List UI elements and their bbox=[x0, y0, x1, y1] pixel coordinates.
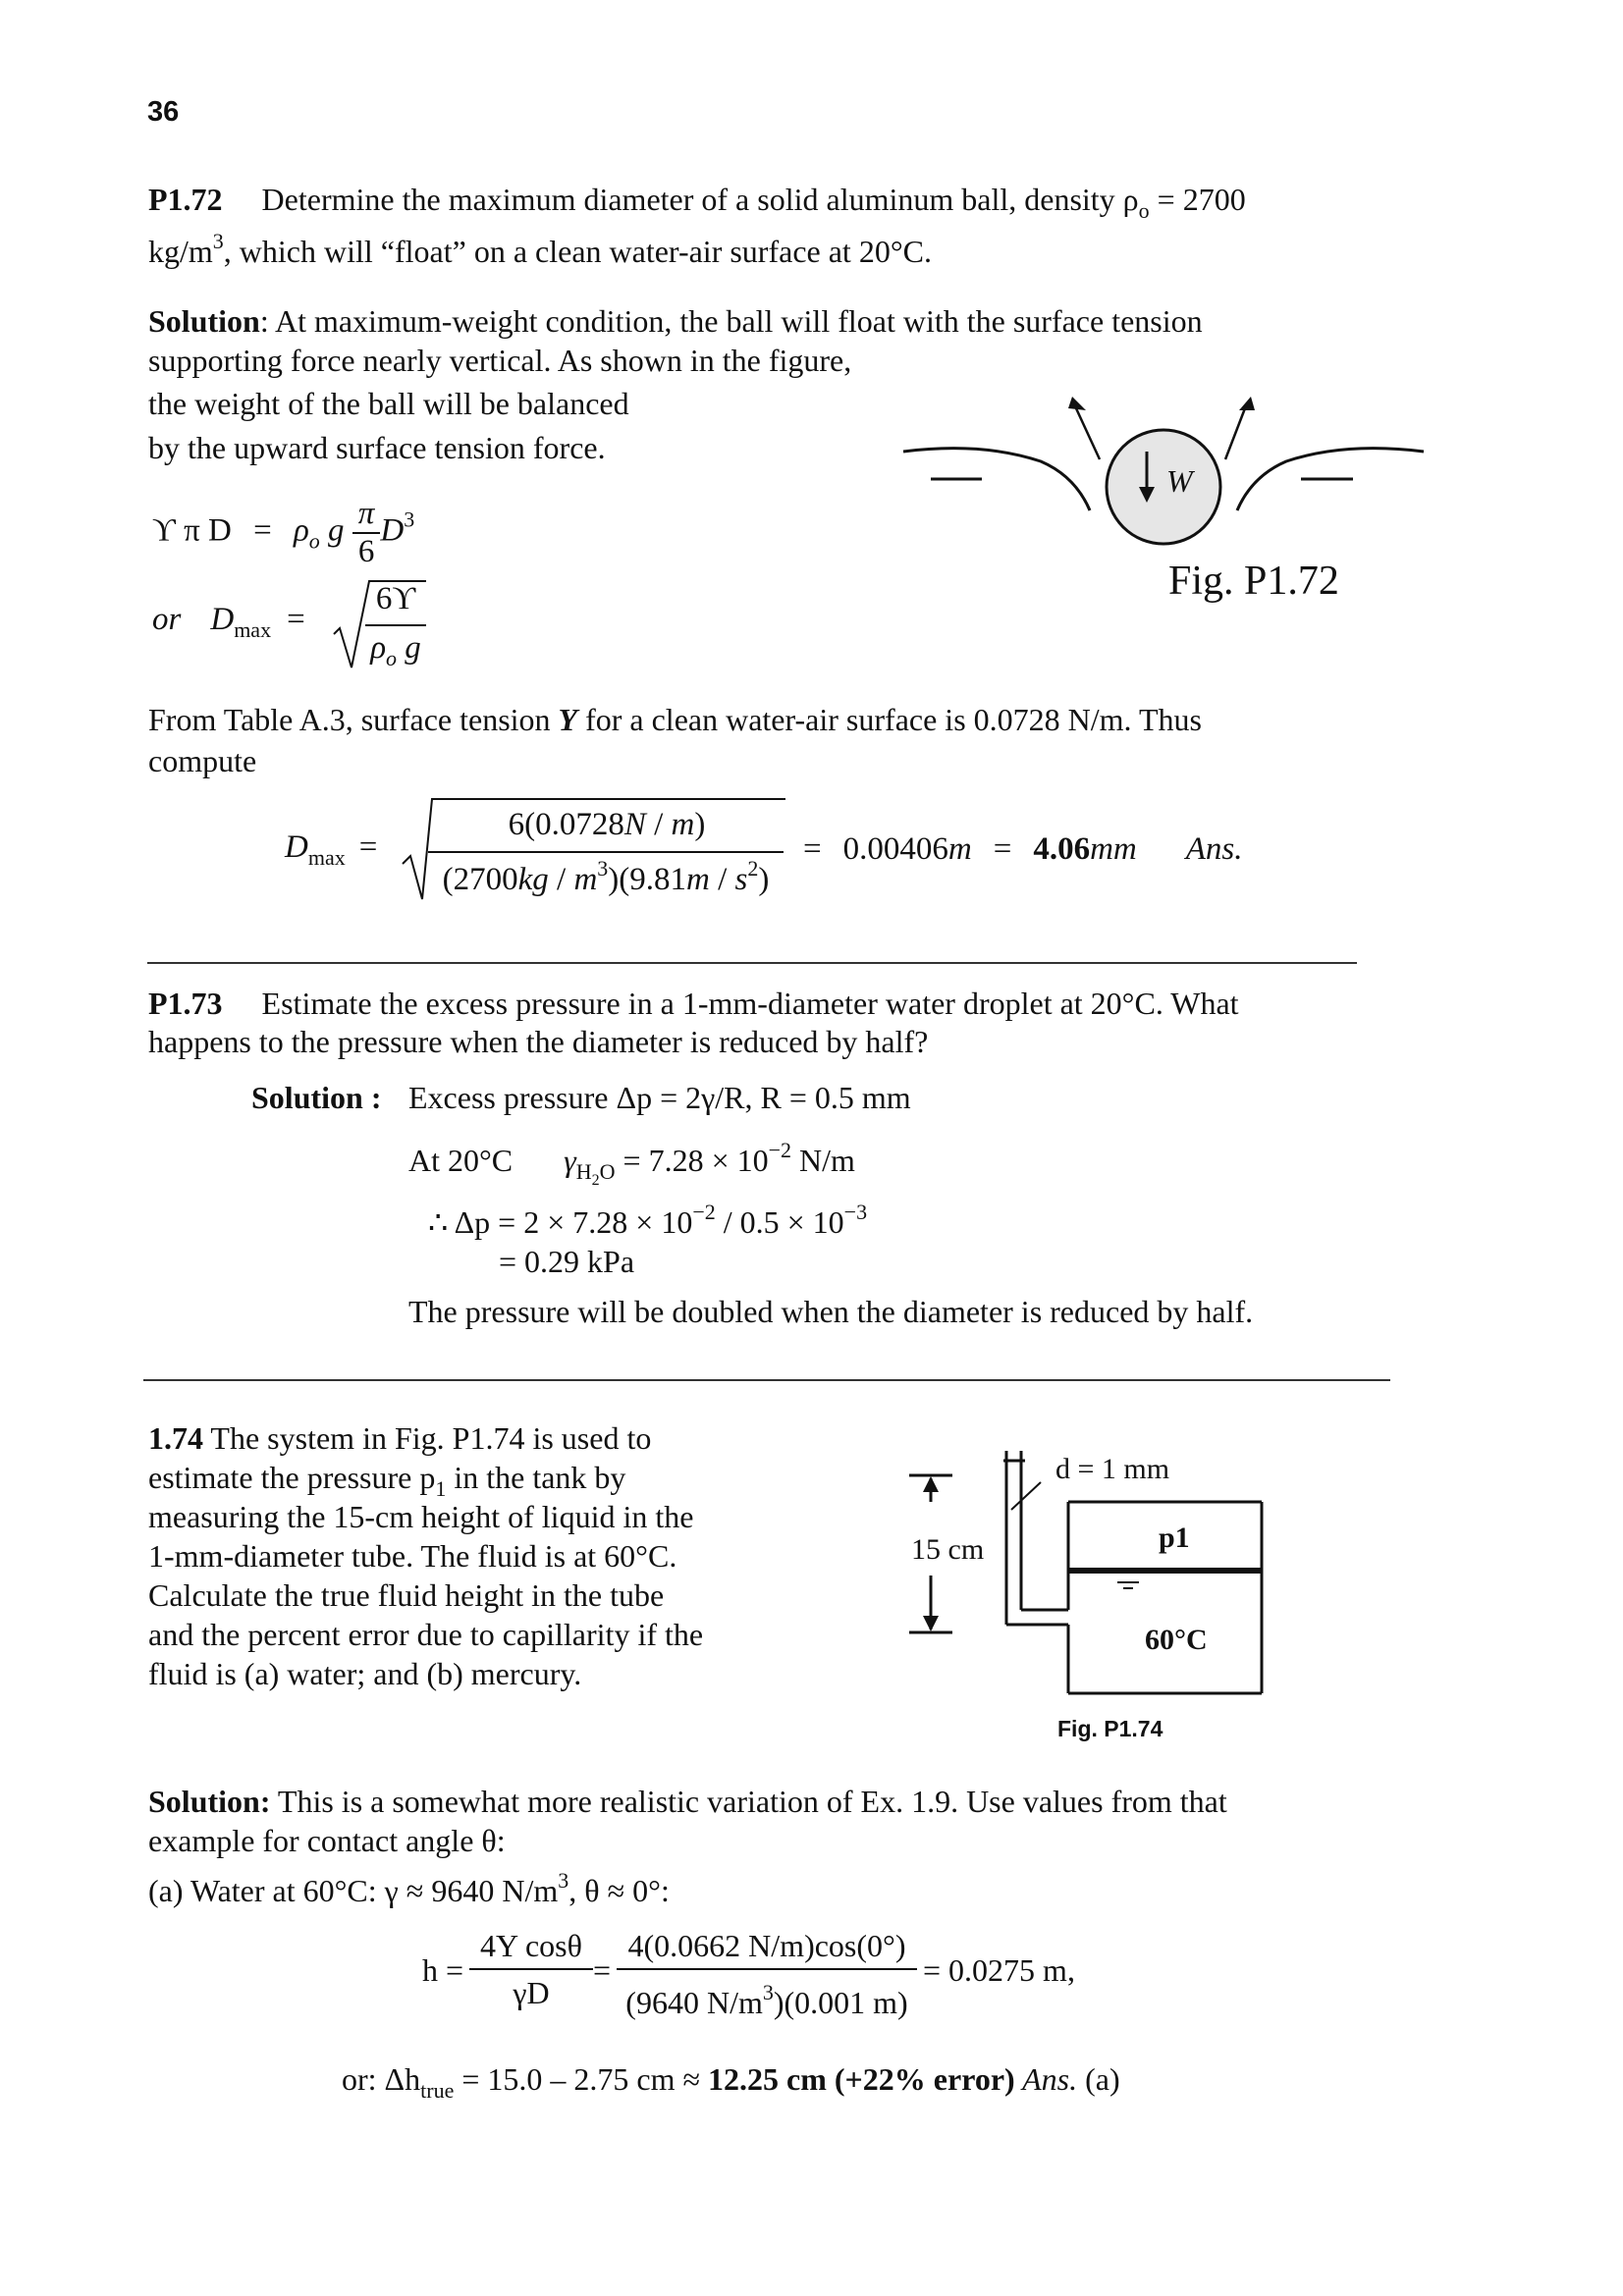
eq1-fraction bbox=[352, 496, 381, 570]
fig-p172-tension-left bbox=[1076, 408, 1100, 459]
p174-eq-den2-b: )(0.001 m) bbox=[773, 1985, 908, 2020]
eq1-equals: = bbox=[253, 512, 272, 549]
eq3-num bbox=[432, 807, 782, 843]
p174-final-ans-label: Ans. bbox=[1014, 2061, 1078, 2097]
eq3-num-a: 6(0.0728 bbox=[508, 807, 624, 842]
p174-eq-bar2 bbox=[617, 1968, 917, 1970]
fig-p174-p1-label: p1 bbox=[1159, 1522, 1190, 1554]
table-text-a: From Table A.3, surface tension bbox=[148, 702, 559, 737]
table-Y: Y bbox=[558, 702, 578, 737]
p173-gamma: γ bbox=[564, 1143, 576, 1178]
p172-problem-text-2: , which will “float” on a clean water-air surface at 20°C. bbox=[223, 234, 932, 269]
p174-line-1 bbox=[148, 1418, 752, 1458]
p174-final-line bbox=[342, 2059, 1120, 2110]
eq3-den-b: / bbox=[548, 862, 574, 897]
p172-units: kg/m bbox=[148, 234, 213, 269]
eq2-num: 6ϒ bbox=[375, 581, 416, 616]
p174-line-4: 1-mm-diameter tube. The fluid is at 60°C. bbox=[148, 1538, 677, 1574]
p174-final-or: or: Δh bbox=[342, 2061, 421, 2097]
eq3-den-m: m bbox=[573, 862, 598, 897]
p174-eq-den2-a: (9640 N/m bbox=[625, 1985, 763, 2020]
p172-solution-label: Solution bbox=[148, 303, 260, 339]
eq2-den-o: o bbox=[386, 646, 398, 670]
eq3-den bbox=[428, 856, 784, 898]
p173-solution-line3 bbox=[428, 1193, 867, 1242]
p174-text-1: The system in Fig. P1.74 is used to bbox=[203, 1420, 652, 1456]
p174-eq-den2-sup: 3 bbox=[762, 1980, 774, 2004]
p172-problem-line2 bbox=[148, 222, 932, 271]
p173-solution-line2 bbox=[408, 1131, 855, 1201]
eq3-den-s: s bbox=[734, 862, 748, 897]
p172-rho-sub: o bbox=[1138, 198, 1150, 223]
divider-2 bbox=[143, 1379, 1390, 1381]
p174-line-3: measuring the 15-cm height of liquid in the bbox=[148, 1499, 694, 1534]
eq3-value: 0.00406 bbox=[842, 831, 948, 867]
p174-eq-den1: γD bbox=[513, 1975, 550, 2010]
p174-final-end: (a) bbox=[1077, 2061, 1120, 2097]
p174-eq-num2: 4(0.0662 N/m)cos(0°) bbox=[627, 1928, 906, 1963]
p172-solution-line4: by the upward surface tension force. bbox=[148, 430, 606, 465]
eq3-equals-2: = bbox=[803, 831, 822, 867]
p174-final-answer: 12.25 cm (+22% error) bbox=[708, 2061, 1015, 2097]
p173-gamma-sub-2: 2 bbox=[591, 1172, 600, 1189]
p173-gamma-value: = 7.28 × 10 bbox=[615, 1143, 769, 1178]
p174-eq-result: = 0.0275 m, bbox=[923, 1952, 1075, 1988]
eq3-answer: 4.06 bbox=[1033, 831, 1091, 867]
eq3-den-d: / bbox=[709, 862, 735, 897]
eq2-den-g: g bbox=[397, 630, 421, 666]
eq3-D: D bbox=[285, 829, 308, 865]
eq3-num-c: ) bbox=[694, 807, 706, 842]
p172-solution-line3: the weight of the ball will be balanced bbox=[148, 386, 629, 421]
eq3-den-m2: m bbox=[686, 862, 710, 897]
p174-solution-label: Solution: bbox=[148, 1784, 271, 1819]
eq1-lhs: ϒ π D bbox=[152, 512, 232, 549]
eq2-den bbox=[365, 630, 426, 671]
eq2-equals: = bbox=[287, 602, 305, 637]
p173-solution-line1: Excess pressure Δp = 2γ/R, R = 0.5 mm bbox=[408, 1080, 911, 1115]
eq3-value-unit: m bbox=[947, 831, 972, 867]
p174-sol3-b: , θ ≈ 0°: bbox=[568, 1873, 670, 1908]
fig-p172 bbox=[893, 393, 1434, 589]
p172-equation-1 bbox=[152, 496, 414, 570]
p174-final-sub: true bbox=[420, 2078, 455, 2103]
eq3-equals-3: = bbox=[993, 831, 1012, 867]
p173-gamma-exp: −2 bbox=[768, 1138, 792, 1162]
p174-solution-line1 bbox=[148, 1782, 1387, 1821]
p174-problem-block bbox=[148, 1418, 752, 1693]
p172-problem-text: Determine the maximum diameter of a solid aluminum ball, density ρ bbox=[261, 182, 1139, 217]
table-text-b: for a clean water-air surface is 0.0728 N/m. Thus bbox=[577, 702, 1202, 737]
eq3-answer-unit: mm bbox=[1090, 831, 1137, 867]
p174-solution-line2: example for contact angle θ: bbox=[148, 1823, 506, 1858]
p174-final-mid: = 15.0 – 2.75 cm ≈ bbox=[454, 2061, 709, 2097]
eq3-rhs bbox=[803, 831, 1243, 868]
eq3-equals-1: = bbox=[358, 829, 378, 865]
p172-equation-2-left bbox=[152, 602, 305, 643]
p174-eq-bar1 bbox=[469, 1968, 593, 1970]
p173-dp-exp1: −2 bbox=[692, 1200, 716, 1224]
eq3-ans-label: Ans. bbox=[1185, 831, 1243, 867]
p172-problem-text-end: = 2700 bbox=[1149, 182, 1246, 217]
p173-gamma-sub-h: H bbox=[575, 1159, 592, 1184]
fig-p174-d-pointer bbox=[1011, 1482, 1041, 1510]
p173-at-temp: At 20°C bbox=[408, 1143, 514, 1178]
eq1-den: 6 bbox=[357, 534, 375, 569]
p173-problem-text: Estimate the excess pressure in a 1-mm-diameter water droplet at 20°C. What bbox=[261, 986, 1239, 1021]
eq3-den-c: )(9.81 bbox=[608, 862, 687, 897]
p174-h-label: h = bbox=[422, 1952, 464, 1988]
p174-text-2: estimate the pressure p bbox=[148, 1460, 436, 1495]
eq1-num: π bbox=[352, 496, 381, 534]
fig-p174-label: Fig. P1.74 bbox=[1057, 1716, 1163, 1741]
p174-solution-text-1: This is a somewhat more realistic variation of Ex. 1.9. Use values from that bbox=[270, 1784, 1227, 1819]
page-number: 36 bbox=[147, 96, 180, 128]
fig-p172-tension-right bbox=[1225, 408, 1245, 459]
p174-text-2-sub: 1 bbox=[435, 1476, 447, 1501]
eq3-fraction-bar bbox=[428, 851, 784, 853]
fig-p174-15cm-label: 15 cm bbox=[911, 1533, 985, 1566]
eq2-max: max bbox=[234, 617, 272, 642]
eq3-den-a: (2700 bbox=[442, 862, 518, 897]
p174-line-2 bbox=[148, 1458, 752, 1501]
p173-solution-line5: The pressure will be doubled when the diameter is reduced by half. bbox=[408, 1294, 1254, 1329]
eq3-lhs bbox=[285, 829, 377, 871]
p174-eq-equals: = bbox=[593, 1952, 612, 1988]
eq1-rho-sub: o bbox=[308, 528, 320, 554]
eq2-D: D bbox=[210, 602, 235, 637]
p173-dp-b: / 0.5 × 10 bbox=[715, 1204, 844, 1240]
eq2-or: or bbox=[152, 602, 182, 637]
p174-sol3-a: (a) Water at 60°C: γ ≈ 9640 N/m bbox=[148, 1873, 559, 1908]
p173-dp-exp2: −3 bbox=[843, 1200, 868, 1224]
p172-units-exp: 3 bbox=[212, 229, 224, 253]
p174-line-6: and the percent error due to capillarity if the bbox=[148, 1617, 704, 1652]
p173-gamma-unit: N/m bbox=[791, 1143, 855, 1178]
p173-gamma-sub-o: O bbox=[599, 1159, 616, 1184]
eq3-num-N: N bbox=[623, 807, 646, 842]
eq3-num-m: m bbox=[671, 807, 695, 842]
eq1-rho: ρ bbox=[293, 512, 309, 549]
fig-p172-ball bbox=[1107, 430, 1220, 544]
fig-p174-temp-label: 60°C bbox=[1145, 1624, 1208, 1656]
eq2-den-rho: ρ bbox=[370, 630, 387, 666]
p172-table-line2: compute bbox=[148, 743, 257, 778]
divider-1 bbox=[147, 962, 1357, 964]
p174-line-5: Calculate the true fluid height in the tube bbox=[148, 1577, 665, 1613]
p173-solution-label: Solution : bbox=[251, 1080, 382, 1115]
p173-label: P1.73 bbox=[148, 986, 223, 1021]
p173-problem-line2: happens to the pressure when the diameter is reduced by half? bbox=[148, 1024, 929, 1059]
p174-solution-line3 bbox=[148, 1861, 670, 1910]
p174-sol3-sup: 3 bbox=[558, 1868, 569, 1893]
p172-solution-line2: supporting force nearly vertical. As shown in the figure, bbox=[148, 343, 852, 378]
fig-p172-label: Fig. P1.72 bbox=[1168, 559, 1339, 604]
fig-p172-w-label: W bbox=[1166, 463, 1193, 499]
eq2-fraction-bar bbox=[365, 624, 426, 626]
eq3-den-sup: 3 bbox=[597, 856, 609, 881]
p173-dp-a: ∴ Δp = 2 × 7.28 × 10 bbox=[428, 1204, 693, 1240]
p174-label: 1.74 bbox=[148, 1420, 203, 1456]
eq3-den-sup2: 2 bbox=[747, 856, 759, 881]
p172-solution-line1 bbox=[148, 301, 1203, 341]
p174-text-2-end: in the tank by bbox=[446, 1460, 626, 1495]
eq1-g: g bbox=[319, 512, 345, 549]
p174-line-7: fluid is (a) water; and (b) mercury. bbox=[148, 1656, 582, 1691]
eq3-max: max bbox=[307, 845, 346, 870]
eq3-den-e: ) bbox=[758, 862, 770, 897]
p172-table-line1 bbox=[148, 700, 1202, 739]
p174-eq-num1: 4Y cosθ bbox=[480, 1928, 582, 1963]
eq1-D: D bbox=[380, 512, 405, 549]
p172-solution-text-1: : At maximum-weight condition, the ball will float with the surface tension bbox=[259, 303, 1203, 339]
p173-problem-line1 bbox=[148, 984, 1239, 1023]
eq3-num-b: / bbox=[645, 807, 672, 842]
eq1-exp: 3 bbox=[404, 507, 415, 532]
p174-eq-den2 bbox=[617, 1973, 917, 2022]
eq3-den-kg: kg bbox=[517, 862, 549, 897]
fig-p174-d-label: d = 1 mm bbox=[1055, 1453, 1170, 1485]
p172-label: P1.72 bbox=[148, 182, 223, 217]
p173-solution-line4: = 0.29 kPa bbox=[499, 1244, 635, 1279]
